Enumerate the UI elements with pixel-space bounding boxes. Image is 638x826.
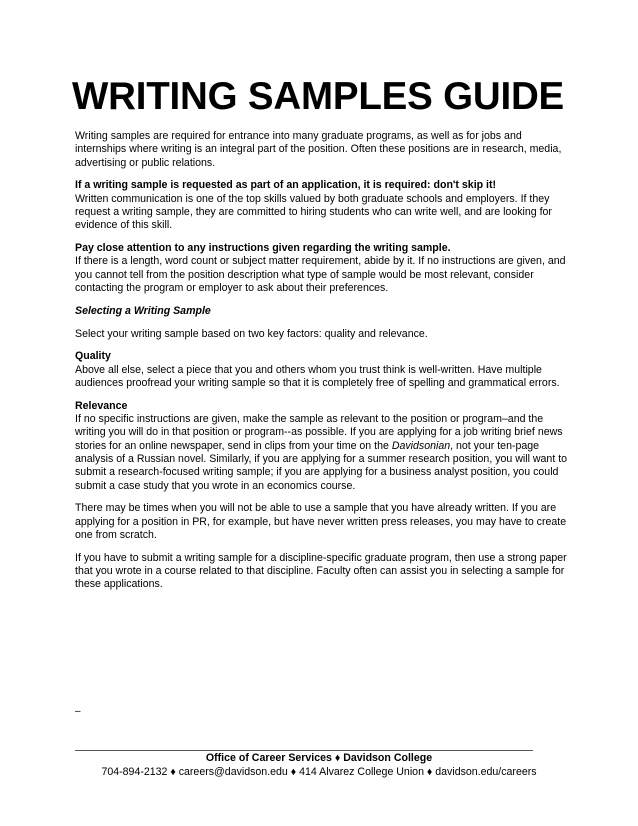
relevance-heading: Relevance (75, 399, 128, 412)
stray-mark: – (75, 706, 81, 717)
selecting-body: Select your writing sample based on two key factors: quality and relevance. (75, 327, 428, 340)
body-content (75, 130, 575, 601)
footer-contact-line: 704-894-2132 ♦ careers@davidson.edu ♦ 414 Alvarez College Union ♦ davidson.edu/careers (101, 766, 537, 778)
quality-heading: Quality (75, 350, 111, 363)
discipline-paragraph: If you have to submit a writing sample for a discipline-specific graduate program, then use a strong paper that you wrote in a course related to that discipline. Faculty often can assist you in selecting a sample for these applications. (75, 551, 567, 591)
relevance-body-after: , not your ten-page analysis of a Russian novel. Similarly, if you are applying for a summer research position, you will want to submit a research-focused writing sample; if you are applying for a business analyst position, you could submit a case study that you wrote in an economics course. (75, 439, 568, 492)
required-body: Written communication is one of the top skills valued by both graduate schools and employers. If they request a writing sample, they are committed to hiring students who can write well, and are looking for evidence of this skill. (75, 192, 552, 232)
quality-body: Above all else, select a piece that you and others whom you trust think is well-written. Have multiple audiences proofread your writing sample so that it is completely free of spelling and grammatical errors. (75, 363, 560, 389)
required-section (75, 179, 575, 232)
times-paragraph: There may be times when you will not be able to use a sample that you have already written. If you are applying for a position in PR, for example, but have never written press releases, you may have to create one from scratch. (75, 502, 567, 541)
relevance-section (75, 400, 575, 493)
required-heading: If a writing sample is requested as part of an application, it is required: don't skip it! (75, 179, 497, 192)
instructions-body: If there is a length, word count or subject matter requirement, abide by it. If no instructions are given, and you cannot tell from the position description what type of sample would be most relevant, consider contacting the program or employer to ask about their preferences. (75, 255, 566, 294)
selecting-heading: Selecting a Writing Sample (75, 304, 211, 317)
footer-office-line: Office of Career Services ♦ Davidson College (205, 752, 433, 764)
quality-section (75, 350, 575, 390)
relevance-body-italic: Davidsonian (391, 439, 451, 452)
instructions-section (75, 242, 575, 295)
intro-paragraph: Writing samples are required for entrance into many graduate programs, as well as for jobs and internships where writing is an integral part of the position. Often these positions are in research, media, advertising or public relations. (75, 130, 562, 169)
footer (0, 751, 638, 779)
relevance-body-before: If no specific instructions are given, make the sample as relevant to the position or program–and the writing you will do in that position or program--as possible. If you are applying for a job writing brief news stories for an online newspaper, send in clips from your time on the (75, 413, 563, 452)
page-title: WRITING SAMPLES GUIDE (72, 75, 565, 118)
instructions-heading: Pay close attention to any instructions given regarding the writing sample. (75, 242, 451, 255)
